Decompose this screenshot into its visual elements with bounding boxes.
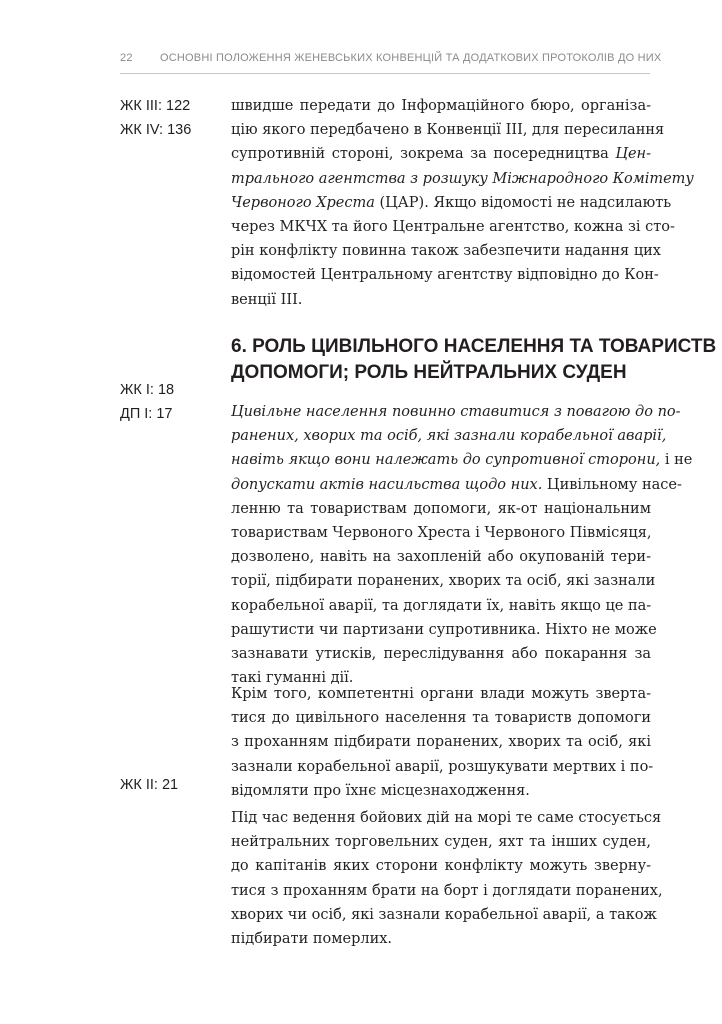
text-line: хворих чи осіб, які зазнали корабельної аварії, а також [231,906,657,923]
text-line: зазнали корабельної аварії, розшукувати мертвих і по- [231,758,654,775]
margin-ref-gc1-18: ЖК I: 18 [120,382,175,398]
text-line: рашутисти чи партизани супротивника. Ніхто не може [231,621,657,638]
text-line: відомляти про їхнє місцезнаходження. [231,782,530,799]
text-line [231,142,651,166]
text-run: (ЦАР). Якщо відомості не надсилають [374,194,672,211]
text-line: нейтральних торговельних суден, яхт та інших суден, [231,834,651,851]
text-line: дозволено, навіть на захопленій або окупованій тери- [231,549,651,566]
running-header [120,52,662,64]
page-number: 22 [120,52,133,64]
text-line: ранених, хворих та осіб, які зазнали корабельної аварії, [231,428,667,445]
header-divider [120,73,650,74]
text-run: і не [660,452,693,469]
text-run: супротивній стороні, зокрема за посередництва [231,146,616,163]
text-run: Цивільному насе- [542,476,682,493]
text-line: тися до цивільного населення та товариств допомоги [231,710,651,727]
text-line: з проханням підбирати поранених, хворих та осіб, які [231,734,651,751]
paragraph-authorities-appeal [231,682,654,803]
text-line: Цивільне населення повинно ставитися з повагою до по- [231,404,681,420]
text-line: Крім того, компетентні органи влади можуть зверта- [231,686,651,702]
text-line: ленню та товариствам допомоги, як-от національним [231,500,651,517]
running-title: ОСНОВНІ ПОЛОЖЕННЯ ЖЕНЕВСЬКИХ КОНВЕНЦІЙ ТА ДОДАТКОВИХ ПРОТОКОЛІВ ДО НИХ [160,52,662,64]
text-line: рін конфлікту повинна також забезпечити надання цих [231,243,661,260]
text-line: Під час ведення бойових дій на морі те саме стосується [231,810,662,826]
section-heading-line: ДОПОМОГИ; РОЛЬ НЕЙТРАЛЬНИХ СУДЕН [231,362,627,383]
section-heading-line: 6. РОЛЬ ЦИВІЛЬНОГО НАСЕЛЕННЯ ТА ТОВАРИСТВ [231,336,717,357]
text-line: такі гуманні дії. [231,670,354,687]
text-line: трального агентства з розшуку Міжнародного Комітету [231,170,694,187]
paragraph-civilian-population [231,400,693,690]
text-line: швидше передати до Інформаційного бюро, організа- [231,98,651,114]
text-run-italic: Цен- [615,146,651,163]
paragraph-neutral-vessels [231,806,663,951]
text-line: корабельної аварії, та доглядати їх, навіть якщо це па- [231,597,652,614]
margin-ref-ap1-17: ДП I: 17 [120,406,173,422]
text-line: венції III. [231,291,303,308]
margin-ref-gc3-122: ЖК III: 122 [120,98,191,114]
text-line [231,448,693,472]
text-line: через МКЧХ та його Центральне агентство, кожна зі сто- [231,219,675,236]
text-run-italic: навіть якщо вони належать до супротивної сторони, [231,452,661,469]
text-line: до капітанів яких сторони конфлікту можуть зверну- [231,858,651,875]
text-line: цію якого передбачено в Конвенції III, для пересилання [231,122,665,139]
text-line: тися з проханням брати на борт і доглядати поранених, [231,882,663,899]
text-run-italic: допускати актів насильства щодо них. [231,476,543,493]
text-line: відомостей Центральному агентству відповідно до Кон- [231,267,659,284]
margin-ref-gc4-136: ЖК IV: 136 [120,122,192,138]
section-heading [231,334,717,386]
text-line: зазнавати утисків, переслідування або покарання за [231,646,651,663]
text-line [231,191,672,215]
margin-ref-gc2-21: ЖК II: 21 [120,777,179,793]
text-run-italic: Червоного Хреста [231,194,375,211]
text-line: підбирати померлих. [231,931,393,948]
text-line: торії, підбирати поранених, хворих та осіб, які зазнали [231,573,656,590]
text-line: товариствам Червоного Хреста і Червоного Півмісяця, [231,525,652,542]
text-line [231,473,682,497]
paragraph-information-bureau [231,94,694,312]
